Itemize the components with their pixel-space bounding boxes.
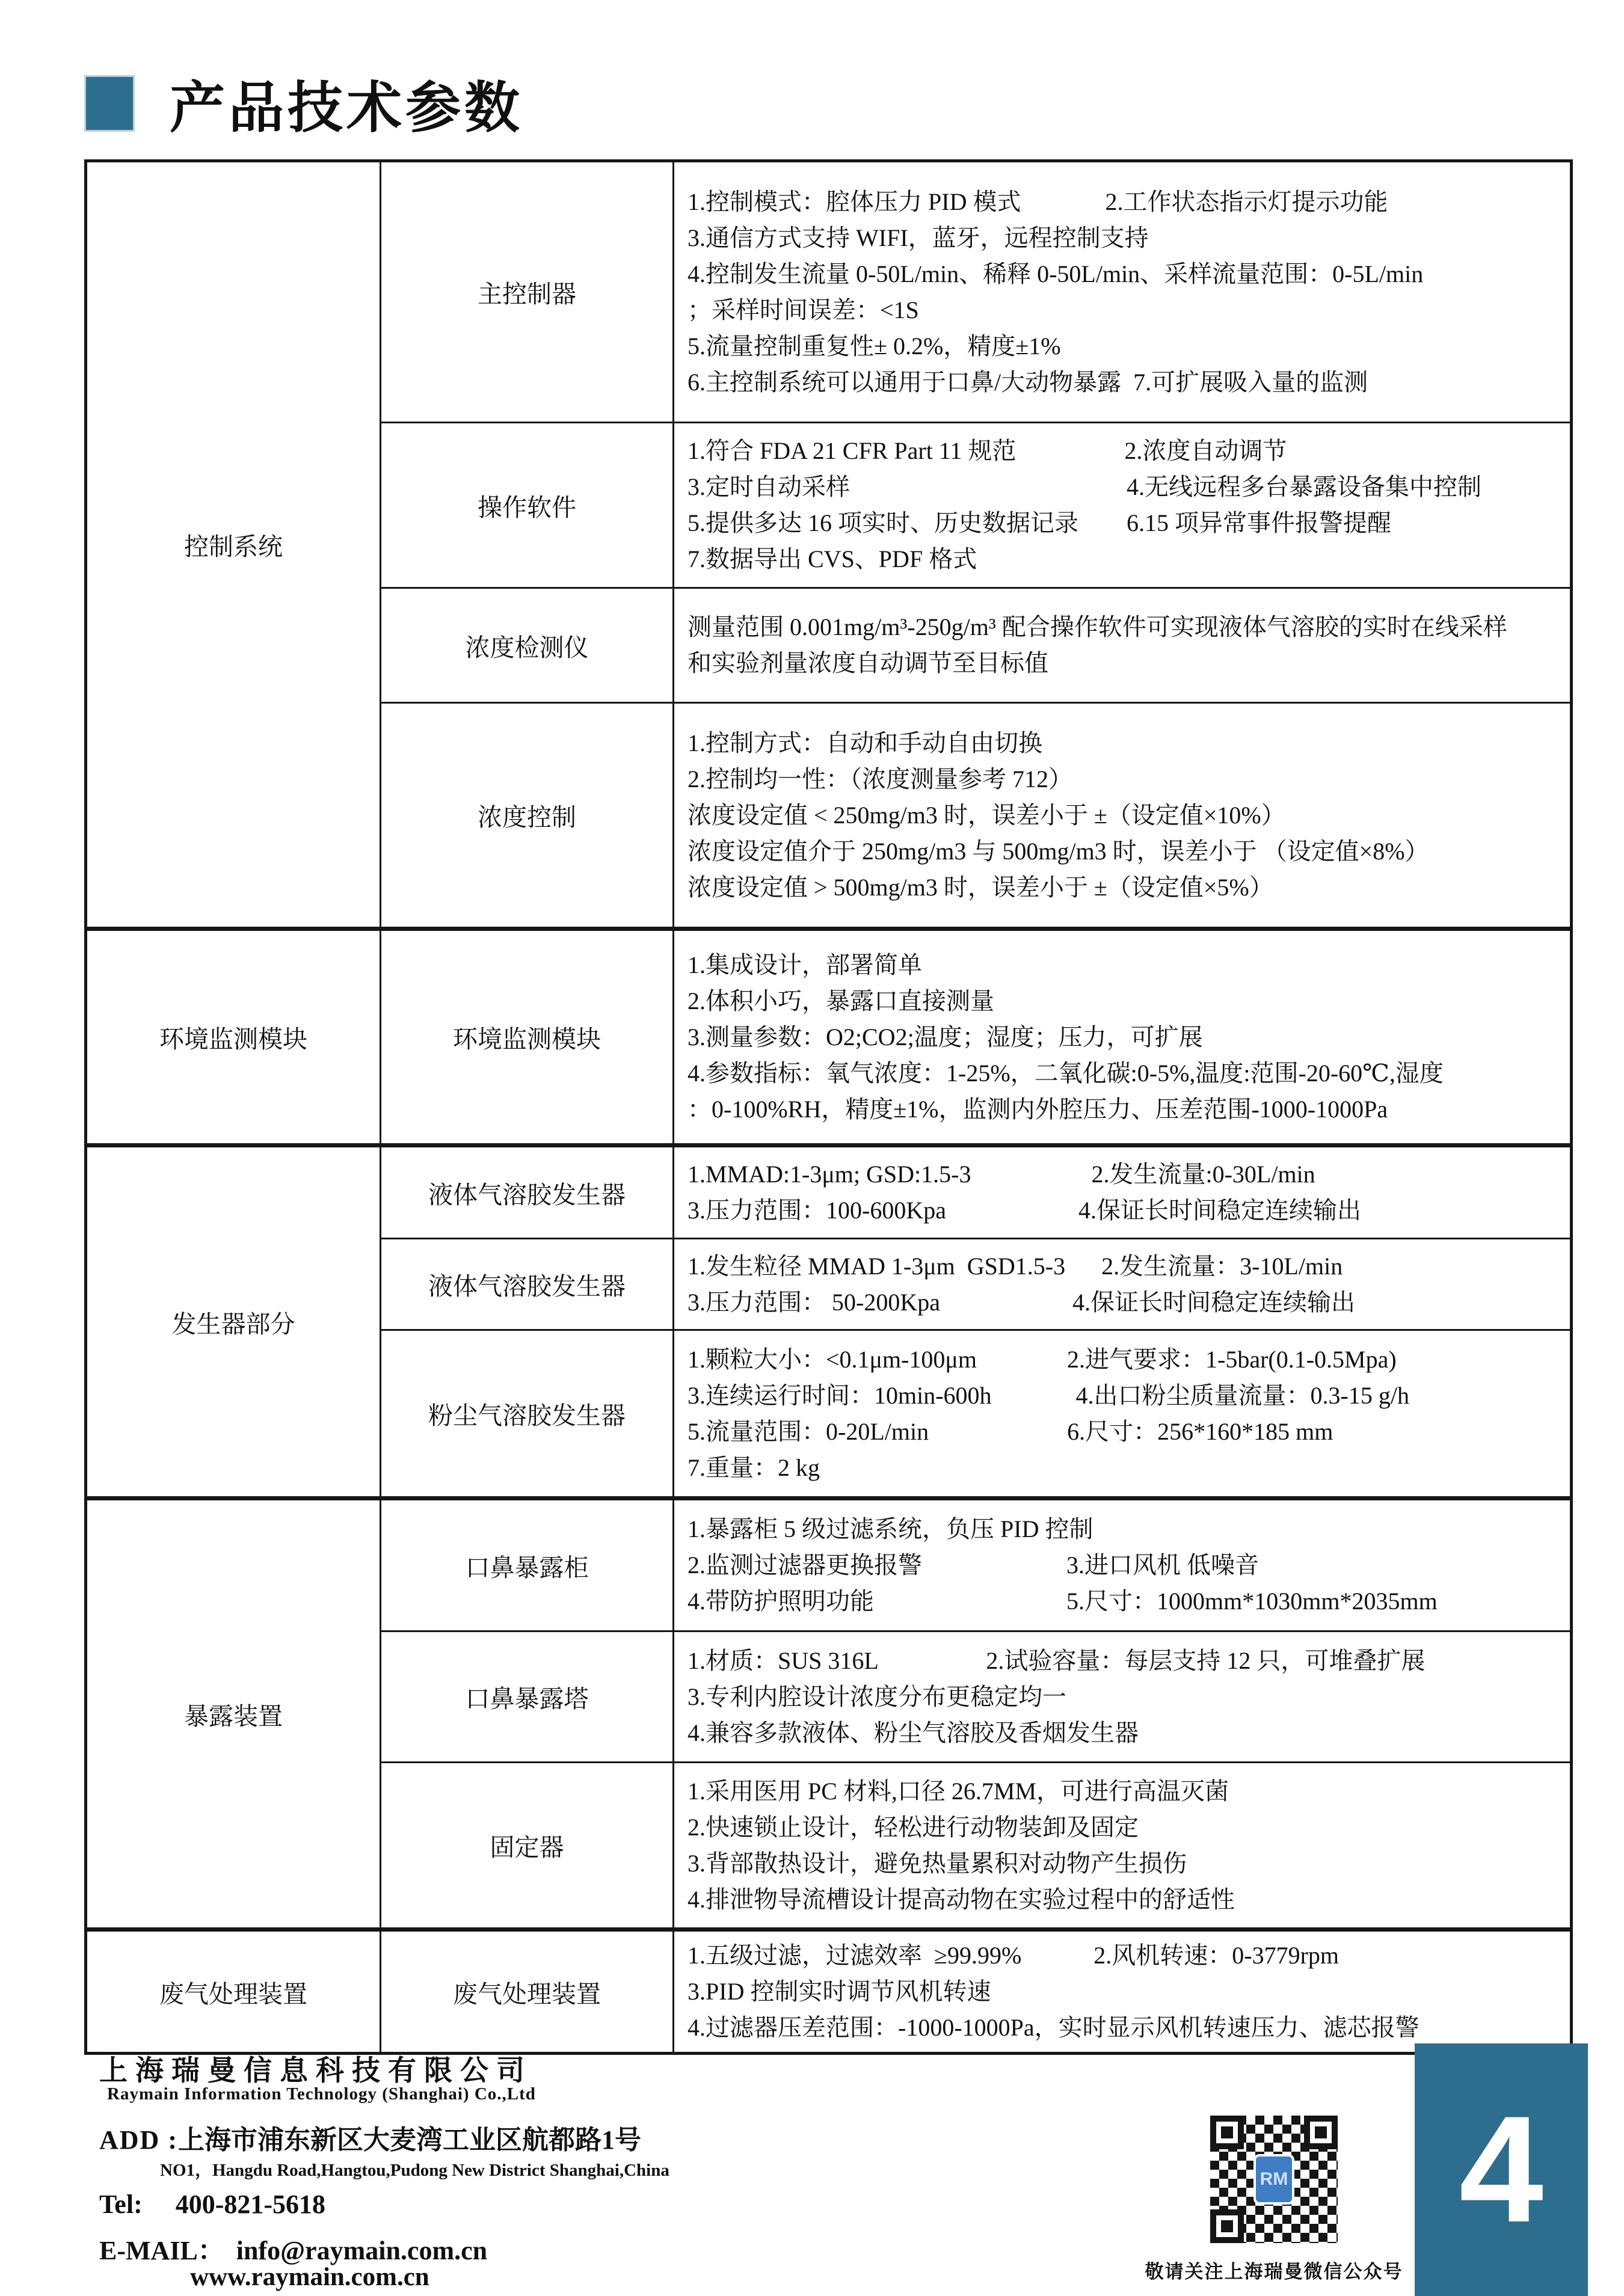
qr-center-logo: RM <box>1253 2154 1294 2205</box>
detail-line: 1.MMAD:1-3μm; GSD:1.5-3 2.发生流量:0-30L/min <box>687 1161 1315 1188</box>
table-row <box>86 161 1572 423</box>
page-title: 产品技术参数 <box>170 78 524 139</box>
detail-line: 2.体积小巧，暴露口直接测量 <box>687 987 994 1014</box>
subcategory-cell: 口鼻暴露塔 <box>381 1631 674 1763</box>
subcategory-cell: 液体气溶胶发生器 <box>381 1239 674 1330</box>
detail-line: 4.控制发生流量 0-50L/min、稀释 0-50L/min、采样流量范围：0-5L/min <box>687 260 1424 287</box>
detail-line: 7.重量：2 kg <box>687 1453 820 1481</box>
company-name-cn: 上海瑞曼信息科技有限公司 <box>99 2055 532 2087</box>
detail-cell <box>674 1239 1572 1330</box>
detail-line: 1.控制模式：腔体压力 PID 模式 2.工作状态指示灯提示功能 <box>687 188 1388 215</box>
qr-caption: 敬请关注上海瑞曼微信公众号 <box>1145 2261 1403 2282</box>
website-url: www.raymain.com.cn <box>190 2263 429 2291</box>
detail-cell <box>674 588 1572 703</box>
subcategory-cell: 固定器 <box>381 1763 674 1930</box>
detail-line: 1.发生粒径 MMAD 1-3μm GSD1.5-3 2.发生流量：3-10L/min <box>687 1252 1343 1280</box>
subcategory-cell: 粉尘气溶胶发生器 <box>381 1330 674 1499</box>
detail-line: 3.压力范围： 50-200Kpa 4.保证长时间稳定连续输出 <box>687 1288 1355 1316</box>
spec-table <box>84 159 1573 2055</box>
subcategory-cell: 废气处理装置 <box>381 1930 674 2054</box>
category-cell: 控制系统 <box>86 161 381 929</box>
detail-line: 2.监测过滤器更换报警 3.进口风机 低噪音 <box>687 1552 1259 1579</box>
detail-line: ；采样时间误差：<1S <box>687 296 919 324</box>
table-row <box>86 1499 1572 1631</box>
detail-line: 1.颗粒大小：<0.1μm-100μm 2.进气要求：1-5bar(0.1-0.5Mpa) <box>687 1345 1397 1373</box>
detail-line: 2.控制均一性：（浓度测量参考 712） <box>687 765 1072 793</box>
detail-cell <box>674 1146 1572 1239</box>
tel-label: Tel: <box>99 2190 143 2219</box>
detail-line: 1.材质：SUS 316L 2.试验容量：每层支持 12 只，可堆叠扩展 <box>687 1647 1426 1674</box>
address-label: ADD : <box>99 2125 178 2155</box>
title-accent-square-icon <box>84 75 135 132</box>
detail-line: 3.测量参数：O2;CO2;温度；湿度；压力，可扩展 <box>687 1023 1203 1051</box>
detail-line: 1.暴露柜 5 级过滤系统，负压 PID 控制 <box>687 1515 1093 1542</box>
detail-line: 1.控制方式：自动和手动自由切换 <box>687 729 1042 757</box>
detail-cell <box>674 423 1572 588</box>
detail-cell <box>674 929 1572 1146</box>
company-name-en: Raymain Information Technology (Shanghai) Co.,Ltd <box>107 2084 536 2104</box>
detail-line: 1.五级过滤，过滤效率 ≥99.99% 2.风机转速：0-3779rpm <box>687 1942 1339 1969</box>
table-row <box>86 929 1572 1146</box>
detail-line: 浓度设定值 < 250mg/m3 时，误差小于 ±（设定值×10%） <box>687 801 1285 829</box>
detail-cell <box>674 1930 1572 2054</box>
detail-cell <box>674 703 1572 929</box>
detail-line: 7.数据导出 CVS、PDF 格式 <box>687 545 977 572</box>
detail-line: 浓度设定值 > 500mg/m3 时，误差小于 ±（设定值×5%） <box>687 873 1273 901</box>
category-cell: 废气处理装置 <box>86 1930 381 2054</box>
subcategory-cell: 液体气溶胶发生器 <box>381 1146 674 1239</box>
page-title-bar <box>84 64 523 143</box>
detail-line: 3.定时自动采样 4.无线远程多台暴露设备集中控制 <box>687 473 1481 500</box>
detail-cell <box>674 1763 1572 1930</box>
detail-line: 4.过滤器压差范围：-1000-1000Pa，实时显示风机转速压力、滤芯报警 <box>687 2014 1419 2041</box>
address-value-en: NO1，Hangdu Road,Hangtou,Pudong New District Shanghai,China <box>160 2161 669 2180</box>
detail-line: 3.背部散热设计，避免热量累积对动物产生损伤 <box>687 1849 1187 1877</box>
wechat-qr-code <box>1210 2116 1338 2243</box>
subcategory-cell: 浓度控制 <box>381 703 674 929</box>
detail-cell <box>674 1330 1572 1499</box>
spec-table-body <box>86 161 1572 2054</box>
detail-cell <box>674 161 1572 423</box>
detail-line: 4.排泄物导流槽设计提高动物在实验过程中的舒适性 <box>687 1885 1235 1913</box>
subcategory-cell: 主控制器 <box>381 161 674 423</box>
detail-cell <box>674 1631 1572 1763</box>
detail-line: 6.主控制系统可以通用于口鼻/大动物暴露 7.可扩展吸入量的监测 <box>687 368 1368 396</box>
detail-line: 3.PID 控制实时调节风机转速 <box>687 1978 991 2005</box>
email-line <box>99 2229 487 2267</box>
detail-line: 5.流量范围：0-20L/min 6.尺寸：256*160*185 mm <box>687 1417 1333 1445</box>
qr-finder-icon <box>1210 2116 1244 2149</box>
address-value-cn: 上海市浦东新区大麦湾工业区航都路1号 <box>177 2125 641 2155</box>
category-cell: 暴露装置 <box>86 1499 381 1930</box>
detail-line: 2.快速锁止设计，轻松进行动物装卸及固定 <box>687 1813 1139 1841</box>
detail-line: 测量范围 0.001mg/m³-250g/m³ 配合操作软件可实现液体气溶胶的实时在线采样 <box>687 613 1507 640</box>
qr-finder-icon <box>1304 2116 1338 2149</box>
detail-line: 4.带防护照明功能 5.尺寸：1000mm*1030mm*2035mm <box>687 1588 1438 1615</box>
detail-line: 1.采用医用 PC 材料,口径 26.7MM，可进行高温灭菌 <box>687 1777 1229 1805</box>
table-row <box>86 1146 1572 1239</box>
detail-line: 3.连续运行时间：10min-600h 4.出口粉尘质量流量：0.3-15 g/h <box>687 1381 1409 1409</box>
address-line <box>99 2118 641 2156</box>
detail-line: 3.专利内腔设计浓度分布更稳定均一 <box>687 1683 1066 1710</box>
detail-line: 3.通信方式支持 WIFI，蓝牙，远程控制支持 <box>687 224 1149 251</box>
page-number-badge: 4 <box>1415 2043 1588 2296</box>
detail-line: 4.参数指标：氧气浓度：1-25%，二氧化碳:0-5%,温度:范围-20-60℃,湿度 <box>687 1059 1444 1087</box>
detail-line: 浓度设定值介于 250mg/m3 与 500mg/m3 时，误差小于 （设定值×8%） <box>687 837 1429 865</box>
detail-line: ：0-100%RH，精度±1%，监测内外腔压力、压差范围-1000-1000Pa <box>687 1095 1388 1123</box>
subcategory-cell: 操作软件 <box>381 423 674 588</box>
tel-line <box>99 2189 325 2220</box>
detail-line: 3.压力范围：100-600Kpa 4.保证长时间稳定连续输出 <box>687 1197 1361 1224</box>
detail-cell <box>674 1499 1572 1631</box>
email-label: E-MAIL： <box>99 2236 224 2265</box>
detail-line: 5.提供多达 16 项实时、历史数据记录 6.15 项异常事件报警提醒 <box>687 509 1391 536</box>
category-cell: 环境监测模块 <box>86 929 381 1146</box>
detail-line: 5.流量控制重复性± 0.2%，精度±1% <box>687 332 1061 360</box>
subcategory-cell: 浓度检测仪 <box>381 588 674 703</box>
qr-finder-icon <box>1210 2209 1244 2243</box>
email-value: info@raymain.com.cn <box>236 2236 488 2265</box>
detail-line: 1.符合 FDA 21 CFR Part 11 规范 2.浓度自动调节 <box>687 437 1287 464</box>
subcategory-cell: 口鼻暴露柜 <box>381 1499 674 1631</box>
category-cell: 发生器部分 <box>86 1146 381 1499</box>
tel-value: 400-821-5618 <box>175 2190 326 2219</box>
table-row <box>86 1930 1572 2054</box>
detail-line: 和实验剂量浓度自动调节至目标值 <box>687 649 1048 677</box>
detail-line: 1.集成设计，部署简单 <box>687 951 922 978</box>
subcategory-cell: 环境监测模块 <box>381 929 674 1146</box>
detail-line: 4.兼容多款液体、粉尘气溶胶及香烟发生器 <box>687 1719 1139 1746</box>
